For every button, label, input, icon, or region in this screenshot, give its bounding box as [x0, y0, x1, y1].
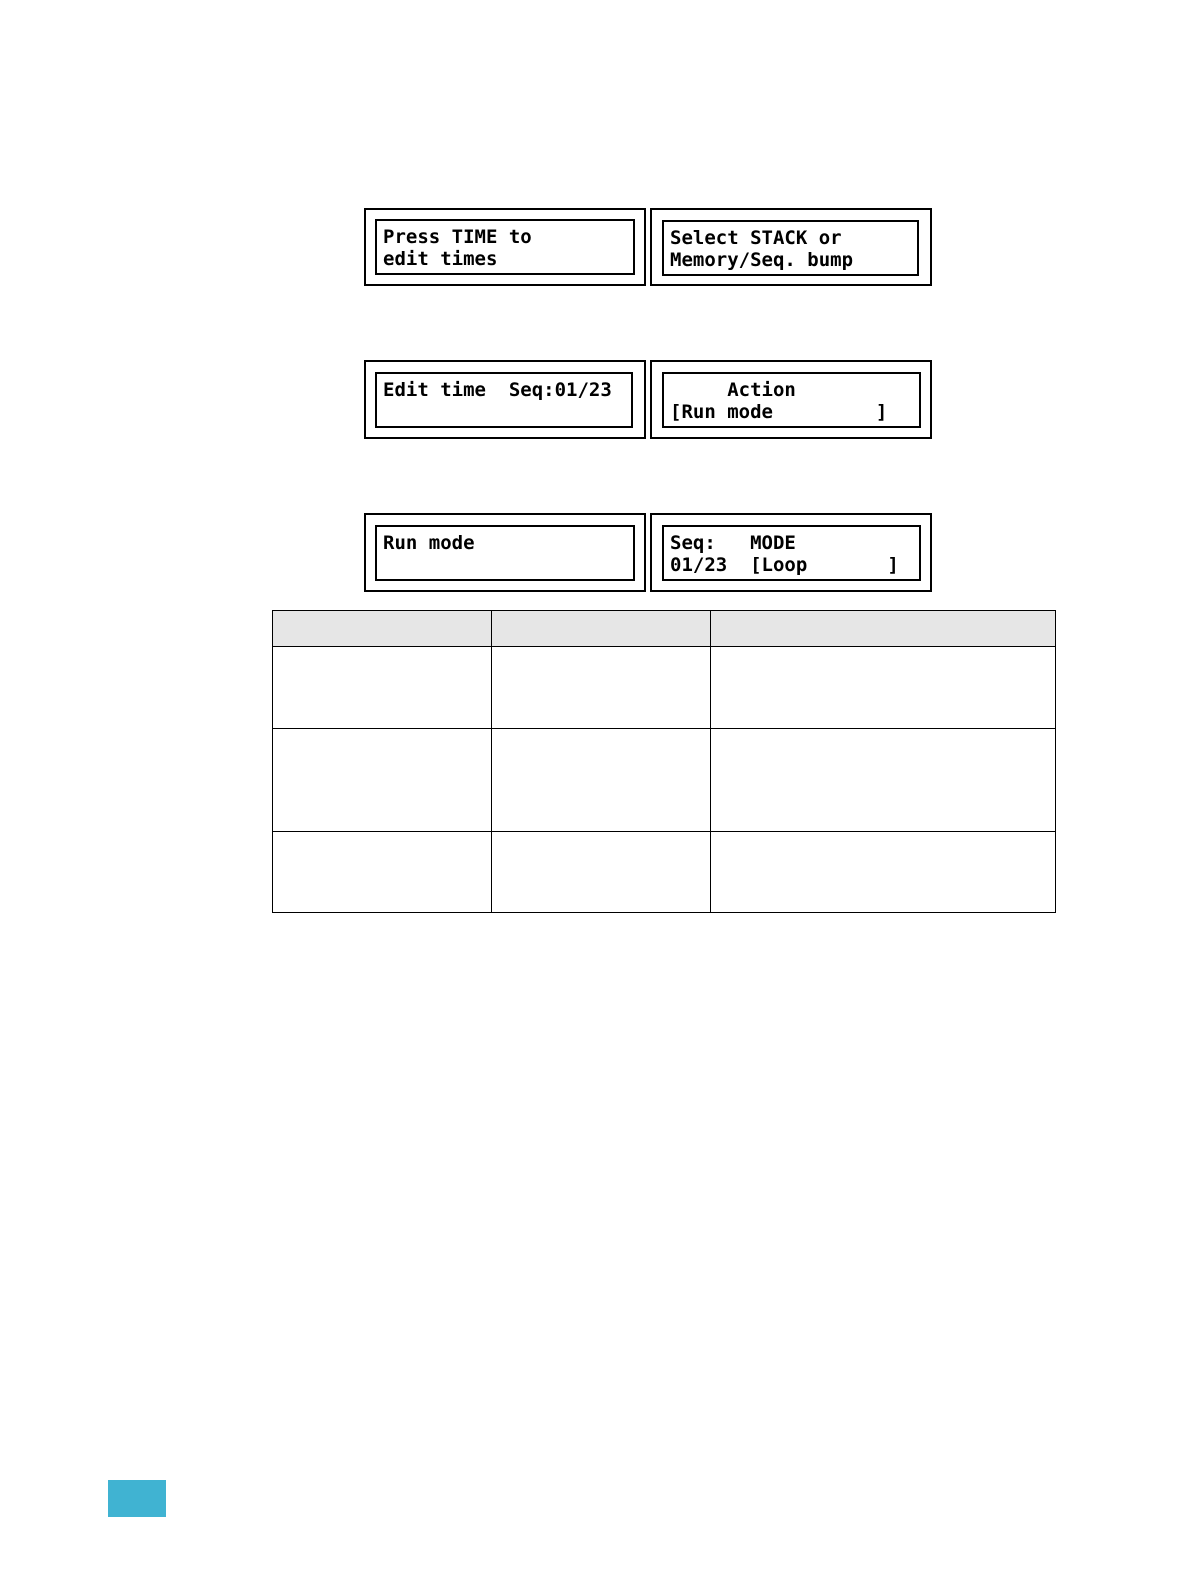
table-header-cell — [492, 611, 711, 647]
table-cell — [711, 647, 1056, 729]
lcd-screen-seq-mode — [650, 513, 932, 592]
table-header-cell — [273, 611, 492, 647]
lcd-line-2: edit times — [383, 248, 498, 270]
table-cell — [492, 832, 711, 913]
table-cell — [273, 832, 492, 913]
lcd-line-2: Memory/Seq. bump — [670, 249, 854, 271]
table-cell — [492, 647, 711, 729]
table-row — [273, 832, 1056, 913]
lcd-line-1: Edit time Seq:01/23 — [383, 379, 612, 401]
lcd-line-2: 01/23 [Loop ] — [670, 554, 899, 576]
lcd-line-1: Select STACK or — [670, 227, 842, 249]
table-cell — [492, 729, 711, 832]
lcd-line-1: Run mode — [383, 532, 475, 554]
table-cell — [711, 729, 1056, 832]
lcd-screen-action — [650, 360, 932, 439]
lcd-screen-press-time — [364, 208, 646, 286]
lcd-line-1: Press TIME to — [383, 226, 532, 248]
page-number-tab — [108, 1480, 166, 1517]
lcd-screen-select-stack — [650, 208, 932, 286]
table-cell — [273, 729, 492, 832]
table-header-cell — [711, 611, 1056, 647]
table-header-row — [273, 611, 1056, 647]
lcd-line-1: Seq: MODE — [670, 532, 796, 554]
table-cell — [273, 647, 492, 729]
reference-table — [272, 610, 1056, 913]
lcd-display — [375, 525, 635, 581]
lcd-display — [662, 372, 921, 428]
lcd-line-2: [Run mode ] — [670, 401, 888, 423]
lcd-display — [662, 525, 921, 581]
table-row — [273, 729, 1056, 832]
lcd-display — [375, 372, 633, 428]
lcd-display — [662, 220, 919, 276]
lcd-display — [375, 219, 635, 275]
lcd-screen-edit-time — [364, 360, 646, 439]
lcd-screen-run-mode — [364, 513, 646, 592]
lcd-line-1: Action — [670, 379, 796, 401]
table-cell — [711, 832, 1056, 913]
table-row — [273, 647, 1056, 729]
